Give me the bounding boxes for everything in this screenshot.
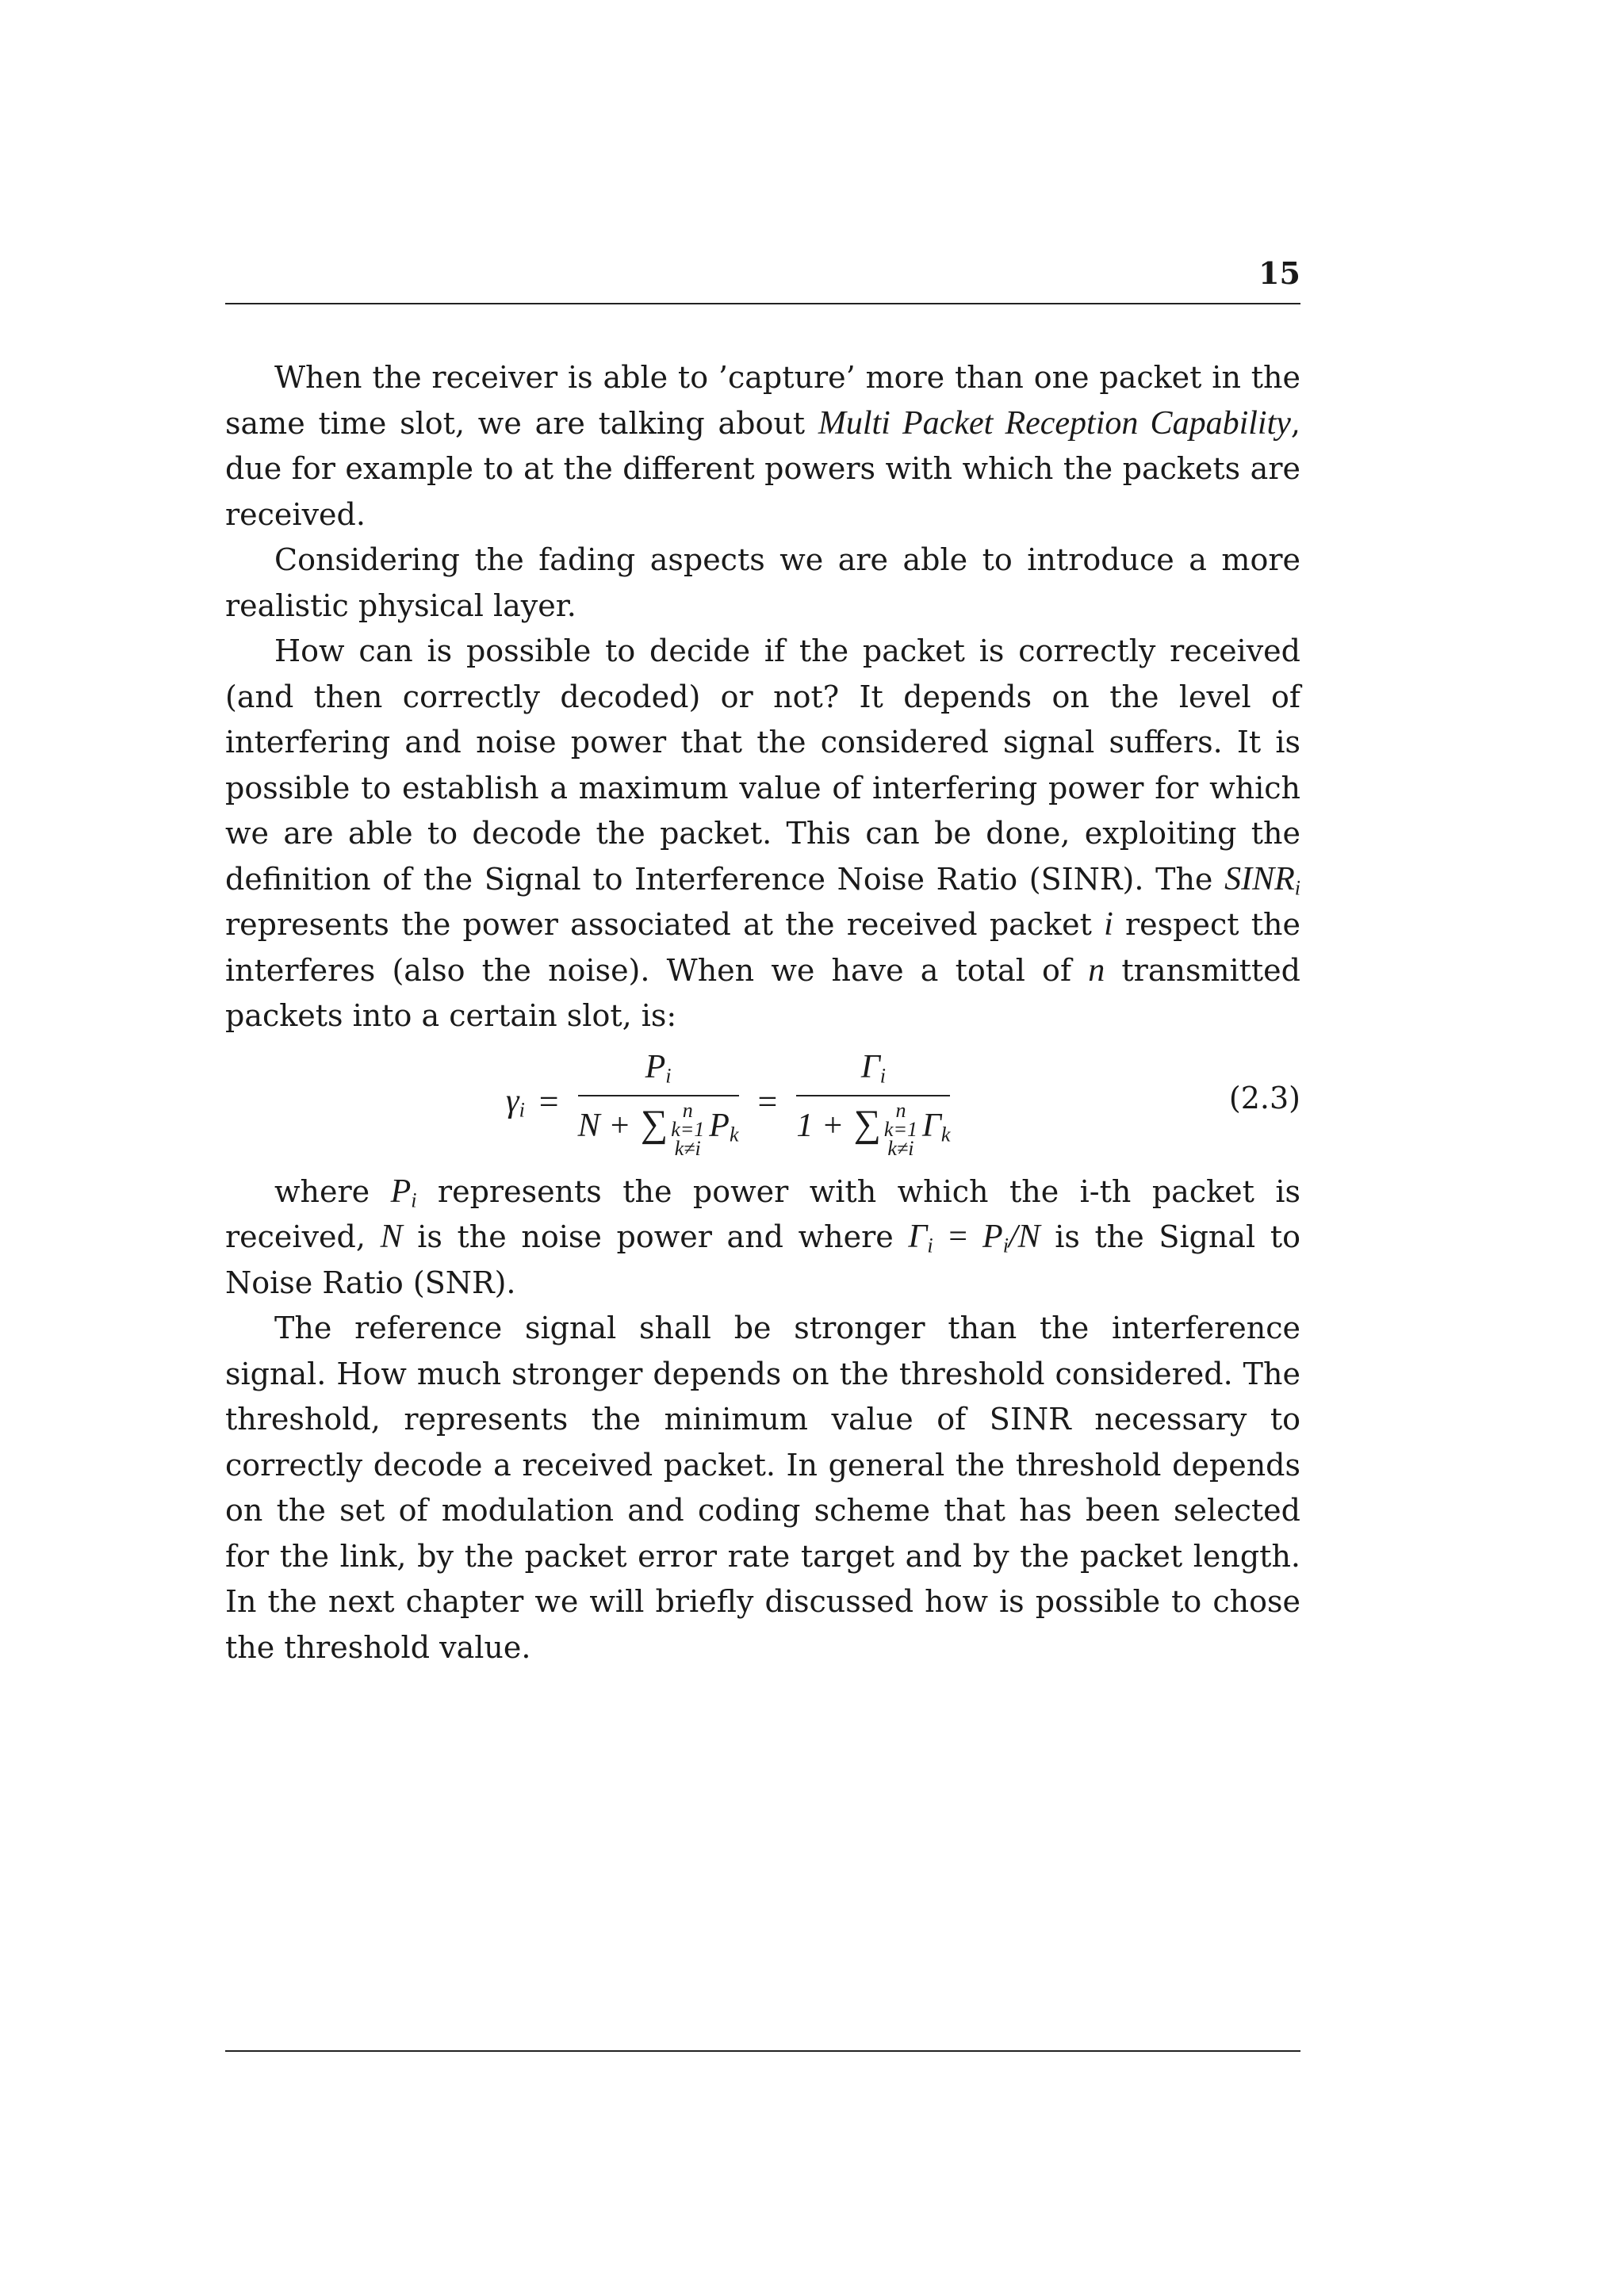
snr-gamma-sub: i [927, 1234, 933, 1257]
equation-body [506, 1043, 955, 1161]
paragraph-3-text-b: represents the power associated at the received packet [225, 907, 1105, 942]
frac2-den-term [922, 1108, 950, 1144]
count-n: n [1088, 951, 1105, 989]
eq-equals-1: = [538, 1081, 559, 1121]
fraction-2-numerator [796, 1045, 950, 1097]
frac1-num-p: P [645, 1048, 666, 1085]
fraction-1-numerator [578, 1045, 739, 1097]
noise-n: N [380, 1219, 403, 1255]
sum-2-limits [883, 1099, 917, 1161]
frac2-num-sub: i [879, 1064, 886, 1088]
frac2-den-sub: k [940, 1123, 951, 1146]
paragraph-3-text-c: respect the interferes (also the noise). When we have a total of [225, 907, 1300, 988]
power-p: P [390, 1173, 412, 1210]
sum-1-upper: n [682, 1099, 693, 1123]
frac1-num-sub: i [665, 1064, 672, 1088]
paragraph-3 [225, 629, 1300, 1039]
eq-gamma-sub: i [519, 1098, 525, 1122]
snr-expression [908, 1219, 1040, 1255]
frac1-den-sub: k [729, 1123, 739, 1146]
paragraph-1-text-b: , due for example to at the different powers with which the packets are received. [225, 405, 1300, 532]
snr-equals: = [933, 1219, 983, 1255]
paragraph-4-text-d: is the Signal to Noise Ratio (SNR). [225, 1219, 1300, 1300]
equation-2-3 [225, 1043, 1300, 1161]
sum-1 [639, 1099, 709, 1161]
equation-number: (2.3) [1228, 1080, 1300, 1115]
page-number: 15 [1258, 255, 1300, 291]
footer-rule [225, 2050, 1300, 2052]
paragraph-3-text-d: transmitted packets into a certain slot, is: [225, 952, 1300, 1033]
paragraph-1-emphasis: Multi Packet Reception Capability [818, 404, 1291, 442]
paragraph-4-text-c: is the noise power and where [402, 1219, 909, 1254]
header-rule [225, 303, 1300, 304]
eq-lhs [506, 1079, 525, 1125]
body-text [225, 355, 1300, 1670]
frac2-den-gamma: Γ [922, 1108, 941, 1145]
sinr-letters: SINR [1224, 860, 1295, 897]
frac1-den-p: P [709, 1108, 730, 1145]
paragraph-3-text-a: How can is possible to decide if the packet is correctly received (and then correctly decoded) or not? It depends on the level of interfering and noise power that the considered signal suffers. It is possible to establish a maximum value of interfering power for which we are able to decode the packet. This can be done, exploiting the definition of the Signal to Interference Noise Ratio (SINR). The [225, 633, 1300, 897]
eq-gamma: γ [506, 1082, 519, 1119]
sum-2-symbol: ∑ [853, 1103, 881, 1146]
snr-p-sub: i [1002, 1234, 1009, 1257]
snr-p: P [982, 1219, 1003, 1255]
snr-over-n: /N [1008, 1219, 1040, 1255]
eq-equals-2: = [757, 1081, 778, 1121]
fraction-1-denominator [577, 1096, 739, 1161]
paragraph-1 [225, 355, 1300, 538]
sum-1-lower-1: k=1 [671, 1118, 705, 1142]
sum-1-limits [671, 1099, 705, 1161]
paragraph-4-text-b: represents the power with which the i-th packet is received, [225, 1173, 1300, 1254]
paragraph-1-text-a: When the receiver is able to ’capture’ more than one packet in the same time slot, we are talking about [225, 360, 1300, 441]
snr-gamma: Γ [908, 1219, 928, 1255]
sum-2-lower-2: k≠i [887, 1137, 914, 1161]
index-i: i [1104, 906, 1113, 943]
sinr-subscript: i [1294, 876, 1300, 899]
sum-2-lower-1: k=1 [883, 1118, 917, 1142]
frac1-den-term [709, 1108, 738, 1144]
sum-2 [852, 1099, 922, 1161]
fraction-2-denominator [796, 1096, 951, 1161]
sum-1-lower-2: k≠i [674, 1137, 701, 1161]
power-p-sub: i [411, 1188, 417, 1211]
sum-2-upper: n [895, 1099, 906, 1123]
frac1-den-prefix: N + [577, 1108, 639, 1145]
paragraph-2: Considering the fading aspects we are able to introduce a more realistic physical layer. [225, 542, 1300, 623]
fraction-1 [578, 1045, 739, 1159]
sinr-symbol [1224, 861, 1300, 897]
paragraph-5: The reference signal shall be stronger than the interference signal. How much stronger depends on the threshold considered. The threshold, represents the minimum value of SINR necessary to correctly decode a received packet. In general the threshold depends on the set of modulation and coding scheme that has been selected for the link, by the packet error rate target and by the packet length. In the next chapter we will briefly discussed how is possible to chose the threshold value. [225, 1311, 1300, 1665]
paragraph-4-text-a: where [274, 1173, 391, 1209]
frac2-num-gamma: Γ [860, 1048, 880, 1085]
frac2-den-prefix: 1 + [796, 1108, 852, 1145]
sum-1-symbol: ∑ [640, 1103, 668, 1146]
power-p-i [391, 1173, 417, 1210]
fraction-2 [796, 1045, 950, 1159]
paragraph-4 [225, 1169, 1300, 1307]
